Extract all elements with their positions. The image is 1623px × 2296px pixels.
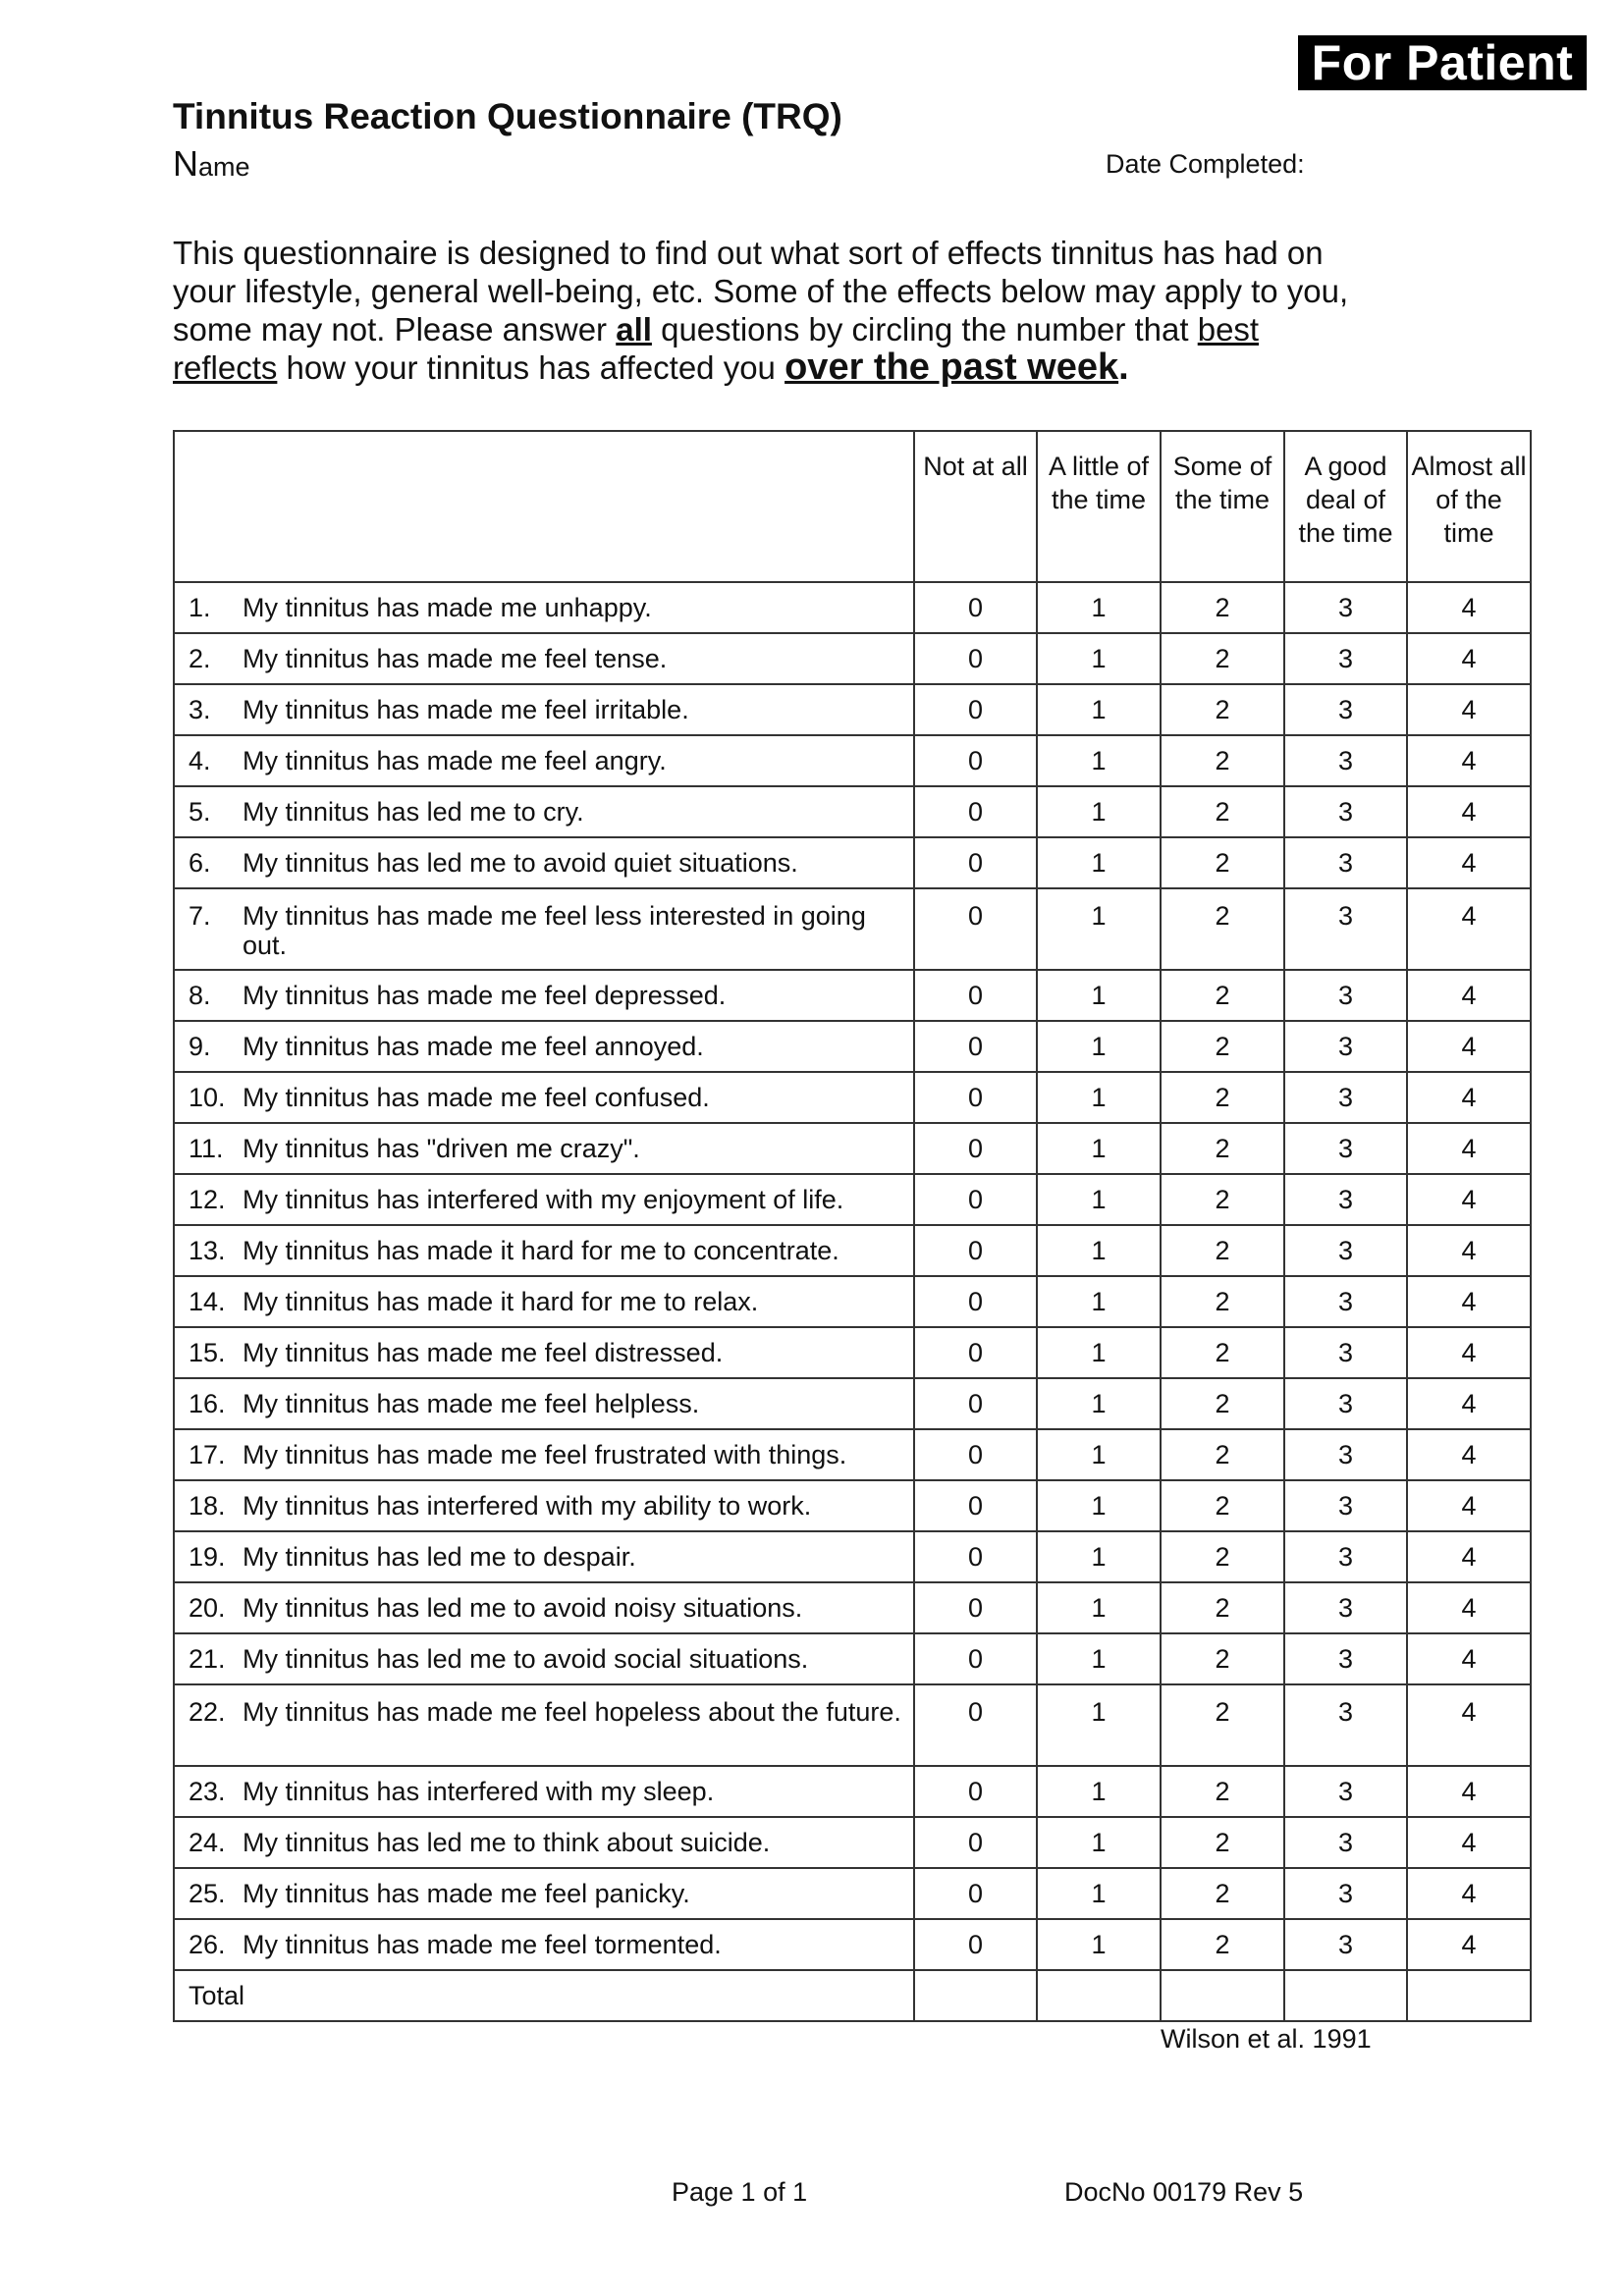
score-option[interactable]: 3 [1284,1582,1407,1633]
score-option[interactable]: 0 [914,1378,1037,1429]
question-row [174,1582,1531,1633]
score-option[interactable]: 1 [1037,1684,1161,1766]
score-option[interactable]: 3 [1284,837,1407,888]
question-row [174,1276,1531,1327]
question-row [174,1378,1531,1429]
instructions-period: . [1118,347,1129,388]
score-option[interactable]: 2 [1161,1072,1284,1123]
question-text: My tinnitus has made me unhappy. [243,593,652,622]
question-number: 23. [189,1777,226,1806]
instructions-line-3 [173,310,1449,348]
score-option[interactable]: 4 [1407,1633,1531,1684]
score-option[interactable]: 4 [1407,633,1531,684]
question-number: 15. [189,1338,226,1367]
score-option[interactable]: 1 [1037,582,1161,633]
score-option[interactable]: 0 [914,1817,1037,1868]
score-option[interactable]: 2 [1161,837,1284,888]
score-option[interactable]: 2 [1161,1123,1284,1174]
name-label-initial: N [173,143,198,184]
score-option[interactable]: 4 [1407,970,1531,1021]
total-cell[interactable] [1284,1970,1407,2021]
score-option[interactable]: 4 [1407,1327,1531,1378]
question-row [174,1633,1531,1684]
instructions-paragraph [173,234,1449,387]
score-option[interactable]: 0 [914,1766,1037,1817]
score-option[interactable]: 4 [1407,1582,1531,1633]
score-option[interactable]: 4 [1407,1480,1531,1531]
score-option[interactable]: 0 [914,684,1037,735]
question-column-header [174,431,914,582]
score-option[interactable]: 3 [1284,735,1407,786]
question-text: My tinnitus has led me to think about suicide. [243,1828,771,1857]
score-option[interactable]: 0 [914,970,1037,1021]
score-option[interactable]: 2 [1161,1480,1284,1531]
score-option[interactable]: 0 [914,582,1037,633]
emphasis-best: best [1197,311,1260,347]
question-row [174,582,1531,633]
score-option[interactable]: 3 [1284,1327,1407,1378]
question-row [174,684,1531,735]
score-option[interactable]: 4 [1407,1429,1531,1480]
question-cell [174,1684,914,1766]
score-option[interactable]: 0 [914,1021,1037,1072]
question-number: 21. [189,1644,226,1674]
score-option[interactable]: 4 [1407,786,1531,837]
score-option[interactable]: 4 [1407,1817,1531,1868]
score-option[interactable]: 3 [1284,684,1407,735]
score-option[interactable]: 0 [914,1919,1037,1970]
score-option[interactable]: 2 [1161,684,1284,735]
score-option[interactable]: 2 [1161,970,1284,1021]
score-option[interactable]: 1 [1037,1225,1161,1276]
score-option[interactable]: 3 [1284,1480,1407,1531]
total-cell[interactable] [1407,1970,1531,2021]
question-cell [174,1072,914,1123]
question-cell [174,1633,914,1684]
question-rows [174,582,1531,1970]
score-option[interactable]: 4 [1407,1766,1531,1817]
score-option[interactable]: 4 [1407,735,1531,786]
question-cell [174,1276,914,1327]
question-cell [174,684,914,735]
question-number: 10. [189,1083,226,1112]
score-option[interactable]: 2 [1161,1919,1284,1970]
score-option[interactable]: 4 [1407,837,1531,888]
question-number: 22. [189,1697,226,1727]
score-option[interactable]: 2 [1161,633,1284,684]
score-option[interactable]: 1 [1037,1378,1161,1429]
instructions-text: how your tinnitus has affected you [277,349,785,386]
question-number: 6. [189,848,211,878]
question-cell [174,1817,914,1868]
citation: Wilson et al. 1991 [1161,2024,1372,2054]
question-cell [174,1531,914,1582]
score-option[interactable]: 0 [914,1582,1037,1633]
question-text: My tinnitus has "driven me crazy". [243,1134,640,1163]
score-option[interactable]: 0 [914,1174,1037,1225]
question-number: 16. [189,1389,226,1418]
score-option[interactable]: 1 [1037,735,1161,786]
page-number: Page 1 of 1 [672,2177,808,2207]
score-option[interactable]: 1 [1037,888,1161,970]
score-option[interactable]: 3 [1284,786,1407,837]
score-option[interactable]: 1 [1037,1919,1161,1970]
question-number: 7. [189,901,211,931]
question-text: My tinnitus has led me to avoid social situations. [243,1644,809,1674]
question-text: My tinnitus has made me feel helpless. [243,1389,700,1418]
question-number: 3. [189,695,211,724]
question-row [174,1327,1531,1378]
questionnaire-table [173,430,1532,2022]
score-option[interactable]: 3 [1284,633,1407,684]
score-option[interactable]: 3 [1284,1919,1407,1970]
question-text: My tinnitus has led me to avoid quiet situations. [243,848,798,878]
score-option[interactable]: 4 [1407,1072,1531,1123]
question-row [174,1868,1531,1919]
question-text: My tinnitus has made me feel annoyed. [243,1032,704,1061]
question-text: My tinnitus has interfered with my ability to work. [243,1491,812,1521]
column-header: A good deal of the time [1284,431,1407,582]
question-row [174,1429,1531,1480]
score-option[interactable]: 0 [914,1123,1037,1174]
score-option[interactable]: 2 [1161,1868,1284,1919]
score-option[interactable]: 0 [914,837,1037,888]
score-option[interactable]: 4 [1407,1531,1531,1582]
question-number: 11. [189,1134,224,1163]
question-text: My tinnitus has made me feel irritable. [243,695,689,724]
question-cell [174,1868,914,1919]
score-option[interactable]: 3 [1284,1531,1407,1582]
question-text: My tinnitus has led me to cry. [243,797,584,827]
total-cell[interactable] [1037,1970,1161,2021]
question-row [174,1919,1531,1970]
question-text: My tinnitus has made me feel angry. [243,746,667,775]
header-row [174,431,1531,582]
question-cell [174,888,914,970]
instructions-text: questions by circling the number that [651,311,1198,347]
score-option[interactable]: 3 [1284,1021,1407,1072]
score-option[interactable]: 4 [1407,888,1531,970]
score-option[interactable]: 0 [914,1276,1037,1327]
instructions-line-1: This questionnaire is designed to find out what sort of effects tinnitus has had on [173,235,1324,271]
score-option[interactable]: 3 [1284,1766,1407,1817]
score-option[interactable]: 4 [1407,1225,1531,1276]
page-title: Tinnitus Reaction Questionnaire (TRQ) [173,96,842,136]
score-option[interactable]: 0 [914,1531,1037,1582]
question-text: My tinnitus has led me to avoid noisy situations. [243,1593,803,1623]
score-option[interactable]: 4 [1407,582,1531,633]
question-number: 12. [189,1185,226,1214]
question-row [174,633,1531,684]
score-option[interactable]: 3 [1284,1174,1407,1225]
score-option[interactable]: 0 [914,735,1037,786]
question-row [174,970,1531,1021]
question-row [174,1766,1531,1817]
score-option[interactable]: 2 [1161,1766,1284,1817]
score-option[interactable]: 2 [1161,1378,1284,1429]
question-text: My tinnitus has made me feel panicky. [243,1879,690,1908]
document-number: DocNo 00179 Rev 5 [1064,2177,1304,2207]
question-cell [174,1021,914,1072]
score-option[interactable]: 0 [914,1429,1037,1480]
instructions-line-2: your lifestyle, general well-being, etc. Some of the effects below may apply to you, [173,273,1349,309]
question-row [174,1072,1531,1123]
score-option[interactable]: 3 [1284,888,1407,970]
score-option[interactable]: 3 [1284,1868,1407,1919]
question-cell [174,1327,914,1378]
question-cell [174,582,914,633]
question-text: My tinnitus has made me feel frustrated with things. [243,1440,847,1469]
score-option[interactable]: 2 [1161,1276,1284,1327]
score-option[interactable]: 1 [1037,1817,1161,1868]
score-option[interactable]: 4 [1407,1684,1531,1766]
score-option[interactable]: 2 [1161,1174,1284,1225]
question-row [174,1174,1531,1225]
question-row [174,1684,1531,1766]
score-option[interactable]: 3 [1284,1633,1407,1684]
question-cell [174,786,914,837]
instructions-text: some may not. Please answer [173,311,617,347]
question-number: 18. [189,1491,226,1521]
question-cell [174,1919,914,1970]
question-number: 2. [189,644,211,673]
question-number: 4. [189,746,211,775]
score-option[interactable]: 0 [914,1072,1037,1123]
score-option[interactable]: 3 [1284,970,1407,1021]
question-row [174,837,1531,888]
name-label-rest: ame [198,152,250,182]
question-text: My tinnitus has made me feel confused. [243,1083,710,1112]
question-cell [174,1378,914,1429]
question-text: My tinnitus has made me feel hopeless about the future. [243,1697,901,1727]
score-option[interactable]: 3 [1284,582,1407,633]
score-option[interactable]: 1 [1037,1531,1161,1582]
total-label: Total [174,1970,914,2021]
score-option[interactable]: 0 [914,888,1037,970]
question-row [174,1480,1531,1531]
question-cell [174,970,914,1021]
total-cell[interactable] [1161,1970,1284,2021]
score-option[interactable]: 1 [1037,1123,1161,1174]
score-option[interactable]: 0 [914,1684,1037,1766]
name-label [173,143,250,185]
score-option[interactable]: 1 [1037,1276,1161,1327]
emphasis-reflects: reflects [173,349,278,386]
question-cell [174,1480,914,1531]
question-row [174,888,1531,970]
score-option[interactable]: 3 [1284,1225,1407,1276]
question-number: 24. [189,1828,226,1857]
question-cell [174,1225,914,1276]
score-option[interactable]: 1 [1037,1633,1161,1684]
question-cell [174,1429,914,1480]
score-option[interactable]: 1 [1037,684,1161,735]
question-row [174,1225,1531,1276]
score-option[interactable]: 2 [1161,735,1284,786]
score-option[interactable]: 2 [1161,888,1284,970]
question-number: 8. [189,981,211,1010]
score-option[interactable]: 0 [914,1633,1037,1684]
question-row [174,1123,1531,1174]
question-text: My tinnitus has interfered with my sleep. [243,1777,715,1806]
score-option[interactable]: 1 [1037,1072,1161,1123]
score-option[interactable]: 3 [1284,1817,1407,1868]
score-option[interactable]: 2 [1161,1633,1284,1684]
score-option[interactable]: 3 [1284,1072,1407,1123]
question-row [174,1817,1531,1868]
score-option[interactable]: 1 [1037,1766,1161,1817]
column-header: Not at all [914,431,1037,582]
instructions-line-4 [173,348,1449,387]
question-number: 13. [189,1236,226,1265]
score-option[interactable]: 1 [1037,1429,1161,1480]
score-option[interactable]: 0 [914,1225,1037,1276]
score-option[interactable]: 3 [1284,1378,1407,1429]
question-text: My tinnitus has made me feel tense. [243,644,668,673]
score-option[interactable]: 1 [1037,1480,1161,1531]
score-option[interactable]: 4 [1407,1174,1531,1225]
score-option[interactable]: 2 [1161,786,1284,837]
score-option[interactable]: 4 [1407,1021,1531,1072]
score-option[interactable]: 4 [1407,1378,1531,1429]
score-option[interactable]: 2 [1161,1684,1284,1766]
column-header: A little of the time [1037,431,1161,582]
score-option[interactable]: 1 [1037,633,1161,684]
total-row [174,1970,1531,2021]
question-number: 25. [189,1879,226,1908]
score-option[interactable]: 2 [1161,1531,1284,1582]
question-text: My tinnitus has made it hard for me to concentrate. [243,1236,839,1265]
emphasis-past-week: over the past week [784,347,1119,388]
score-option[interactable]: 4 [1407,1868,1531,1919]
score-option[interactable]: 0 [914,633,1037,684]
question-row [174,735,1531,786]
question-cell [174,735,914,786]
score-option[interactable]: 4 [1407,1276,1531,1327]
question-cell [174,1174,914,1225]
question-text: My tinnitus has made me feel depressed. [243,981,727,1010]
question-cell [174,1123,914,1174]
question-text: My tinnitus has made me feel tormented. [243,1930,722,1959]
question-row [174,1531,1531,1582]
question-row [174,1021,1531,1072]
question-number: 17. [189,1440,226,1469]
question-text: My tinnitus has interfered with my enjoyment of life. [243,1185,844,1214]
question-number: 20. [189,1593,226,1623]
score-option[interactable]: 0 [914,786,1037,837]
score-option[interactable]: 1 [1037,1021,1161,1072]
question-text: My tinnitus has led me to despair. [243,1542,636,1572]
score-option[interactable]: 3 [1284,1276,1407,1327]
score-option[interactable]: 4 [1407,684,1531,735]
score-option[interactable]: 0 [914,1327,1037,1378]
score-option[interactable]: 2 [1161,1817,1284,1868]
question-text: My tinnitus has made it hard for me to relax. [243,1287,759,1316]
question-cell [174,1582,914,1633]
score-option[interactable]: 1 [1037,1174,1161,1225]
score-option[interactable]: 3 [1284,1684,1407,1766]
score-option[interactable]: 1 [1037,1868,1161,1919]
score-option[interactable]: 1 [1037,1582,1161,1633]
score-option[interactable]: 2 [1161,582,1284,633]
question-row [174,786,1531,837]
score-option[interactable]: 3 [1284,1429,1407,1480]
question-number: 9. [189,1032,211,1061]
score-option[interactable]: 3 [1284,1123,1407,1174]
question-number: 1. [189,593,211,622]
score-option[interactable]: 1 [1037,970,1161,1021]
score-option[interactable]: 1 [1037,837,1161,888]
emphasis-all: all [616,311,652,347]
score-option[interactable]: 0 [914,1480,1037,1531]
score-option[interactable]: 4 [1407,1123,1531,1174]
question-number: 19. [189,1542,226,1572]
score-option[interactable]: 2 [1161,1582,1284,1633]
score-option[interactable]: 2 [1161,1021,1284,1072]
score-option[interactable]: 2 [1161,1327,1284,1378]
question-number: 26. [189,1930,226,1959]
score-option[interactable]: 2 [1161,1429,1284,1480]
score-option[interactable]: 2 [1161,1225,1284,1276]
question-cell [174,837,914,888]
question-number: 5. [189,797,211,827]
column-header: Almost all of the time [1407,431,1531,582]
score-option[interactable]: 1 [1037,1327,1161,1378]
question-cell [174,1766,914,1817]
question-text: My tinnitus has made me feel distressed. [243,1338,724,1367]
score-option[interactable]: 0 [914,1868,1037,1919]
question-cell [174,633,914,684]
total-cell[interactable] [914,1970,1037,2021]
for-patient-badge: For Patient [1298,35,1587,90]
date-completed-label: Date Completed: [1106,149,1305,179]
column-header: Some of the time [1161,431,1284,582]
question-number: 14. [189,1287,226,1316]
score-option[interactable]: 4 [1407,1919,1531,1970]
question-text: My tinnitus has made me feel less interested in going out. [243,901,866,960]
score-option[interactable]: 1 [1037,786,1161,837]
